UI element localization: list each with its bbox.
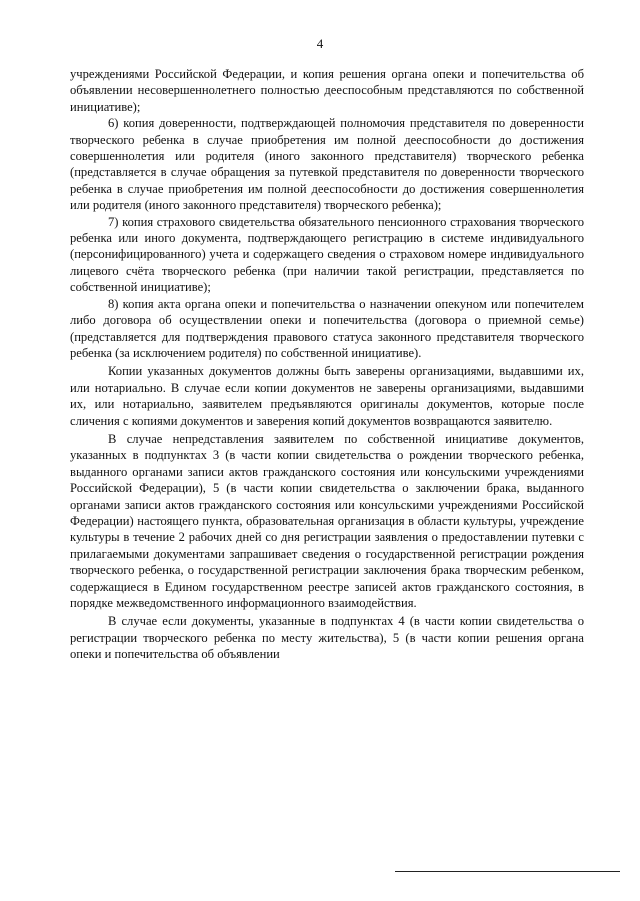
paragraph-item-8: 8) копия акта органа опеки и попечительства о назначении опекуном или попечителем либо договора об осуществлении опеки и попечительства (договора о приемной семье) (представляется для подтверждения правового статуса законного представителя творческого ребенка (за исключением родителя) по собственной инициативе).	[70, 296, 584, 360]
paragraph-continuation: учреждениями Российской Федерации, и копия решения органа опеки и попечительства об объявлении несовершеннолетнего полностью дееспособным представляются по собственной инициативе);	[70, 67, 584, 114]
footer-rule	[395, 871, 620, 872]
page-number: 4	[316, 36, 324, 51]
body-text	[70, 66, 584, 663]
paragraph-copies-certification: Копии указанных документов должны быть заверены организациями, выдавшими их, или нотариально. В случае если копии документов не заверены организациями, выдавшими их, или нотариально, заявителем предъявляются оригиналы документов, которые после сличения с копиями документов и заверения копий документов возвращаются заявителю.	[70, 364, 584, 428]
paragraph-interagency-request: В случае непредставления заявителем по собственной инициативе документов, указанных в подпунктах 3 (в части копии свидетельства о рождении творческого ребенка, выданного органами записи актов гражданского состояния или консульскими учреждениями Российской Федерации), 5 (в части копии свидетельства о заключении брака, выданного органами записи актов гражданского состояния или консульскими учреждениями Российской Федерации) настоящего пункта, образовательная организация в области культуры, учреждение культуры в течение 2 рабочих дней со дня регистрации заявления о предоставлении путевки с прилагаемыми документами запрашивает сведения о государственной регистрации рождения творческого ребенка, о государственной регистрации заключения брака творческим ребенком, содержащиеся в Едином государственном реестре записей актов гражданского состояния, в порядке межведомственного информационного взаимодействия.	[70, 431, 584, 610]
paragraph-residence-documents: В случае если документы, указанные в подпунктах 4 (в части копии свидетельства о регистрации творческого ребенка по месту жительства), 5 (в части копии решения органа опеки и попечительства об объявлении	[70, 614, 584, 662]
paragraph-item-6: 6) копия доверенности, подтверждающей полномочия представителя по доверенности творческого ребенка в случае приобретения им полной дееспособности до достижения совершеннолетия или родителя (иного законного представителя) творческого ребенка (представляется в случае обращения за путевкой представителя по доверенности творческого ребенка в случае приобретения им полной дееспособности до достижения совершеннолетия или родителя (иного законного представителя) творческого ребенка);	[70, 116, 584, 213]
paragraph-item-7: 7) копия страхового свидетельства обязательного пенсионного страхования творческого ребенка или иного документа, подтверждающего регистрацию в системе индивидуального (персонифицированного) учета и содержащего сведения о страховом номере индивидуального лицевого счёта творческого ребенка (при наличии такой регистрации, представляется по собственной инициативе);	[70, 214, 584, 295]
